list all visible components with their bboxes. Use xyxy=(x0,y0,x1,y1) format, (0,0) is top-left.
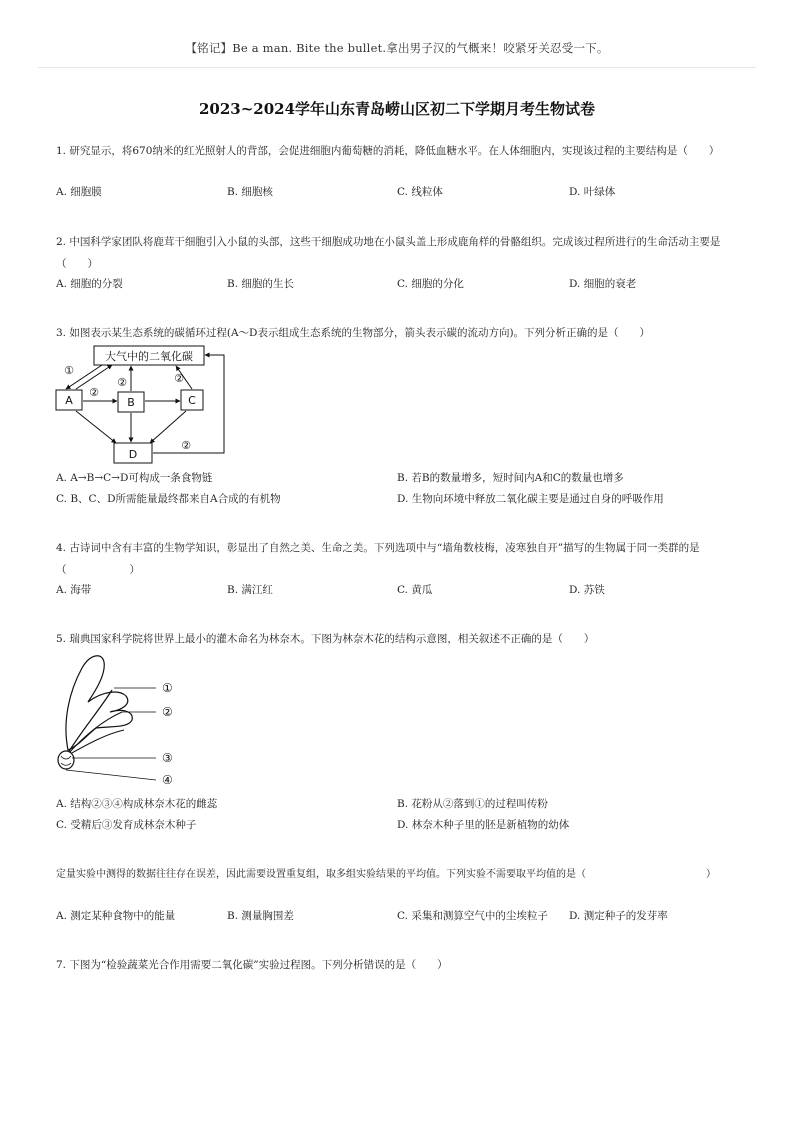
question-4-text: 4. 古诗词中含有丰富的生物学知识，彰显出了自然之美、生命之美。下列选项中与“墙角数枝梅，凌寒独自开”描写的生物属于同一类群的是（ ） xyxy=(56,542,700,576)
carbon-cycle-diagram xyxy=(52,343,242,468)
flower-label-3: ③ xyxy=(162,751,173,765)
node-d-label: D xyxy=(128,448,138,461)
label-2-d: ② xyxy=(181,439,191,452)
label-2-a: ② xyxy=(89,386,99,399)
question-1-option-b[interactable]: B. 细胞核 xyxy=(227,186,273,198)
question-2-option-c[interactable]: C. 细胞的分化 xyxy=(397,278,464,290)
flower-label-1: ① xyxy=(162,681,173,695)
label-2-c: ② xyxy=(174,372,184,385)
label-2-b: ② xyxy=(117,376,127,389)
flower-label-4: ④ xyxy=(162,773,173,787)
question-4-option-c[interactable]: C. 黄瓜 xyxy=(397,584,433,596)
question-5-option-c[interactable]: C. 受精后③发育成林奈木种子 xyxy=(56,819,197,831)
question-3-option-b[interactable]: B. 若B的数量增多，短时间内A和C的数量也增多 xyxy=(397,472,624,484)
question-3-text: 3. 如图表示某生态系统的碳循环过程(A～D表示组成生态系统的生物部分，箭头表示碳的流动方向)。下列分析正确的是（ ） xyxy=(56,327,651,339)
question-2-option-b[interactable]: B. 细胞的生长 xyxy=(227,278,294,290)
node-a-label: A xyxy=(65,394,73,407)
question-1-option-a[interactable]: A. 细胞膜 xyxy=(56,186,102,198)
question-1-option-c[interactable]: C. 线粒体 xyxy=(397,186,443,198)
question-2-text: 2. 中国科学家团队将鹿茸干细胞引入小鼠的头部，这些干细胞成功地在小鼠头盖上形成鹿角样的骨骼组织。完成该过程所进行的生命活动主要是（ ） xyxy=(56,236,721,270)
question-6-option-c[interactable]: C. 采集和测算空气中的尘埃粒子 xyxy=(397,910,548,922)
question-4-option-d[interactable]: D. 苏铁 xyxy=(569,584,605,596)
node-b-label: B xyxy=(127,396,135,409)
question-2-option-a[interactable]: A. 细胞的分裂 xyxy=(56,278,123,290)
node-c-label: C xyxy=(188,394,196,407)
question-6-option-d[interactable]: D. 测定种子的发芽率 xyxy=(569,910,668,922)
question-6-text: 定量实验中测得的数据往往存在误差，因此需要设置重复组，取多组实验结果的平均值。下列实验不需要取平均值的是（ ） xyxy=(56,869,716,880)
question-5-option-b[interactable]: B. 花粉从②落到①的过程叫传粉 xyxy=(397,798,548,810)
question-6-option-b[interactable]: B. 测量胸围差 xyxy=(227,910,294,922)
question-5-text: 5. 瑞典国家科学院将世界上最小的灌木命名为林奈木。下图为林奈木花的结构示意图，相关叙述不正确的是（ ） xyxy=(56,633,595,645)
linnaea-flower-diagram xyxy=(52,650,182,790)
question-5-option-a[interactable]: A. 结构②③④构成林奈木花的雌蕊 xyxy=(56,798,218,810)
question-7-text: 7. 下图为“检验蔬菜光合作用需要二氧化碳”实验过程图。下列分析错误的是（ ） xyxy=(56,959,448,971)
flower-label-2: ② xyxy=(162,705,173,719)
question-5-option-d[interactable]: D. 林奈木种子里的胚是新植物的幼体 xyxy=(397,819,570,831)
arrow-a-to-d xyxy=(76,411,116,443)
leader-4 xyxy=(66,770,156,780)
question-3-option-a[interactable]: A. A→B→C→D可构成一条食物链 xyxy=(56,472,213,484)
question-2-option-d[interactable]: D. 细胞的衰老 xyxy=(569,278,637,290)
question-3-option-d[interactable]: D. 生物向环境中释放二氧化碳主要是通过自身的呼吸作用 xyxy=(397,493,664,505)
flower-petal-shape xyxy=(66,656,132,750)
question-4-option-a[interactable]: A. 海带 xyxy=(56,584,92,596)
header-divider xyxy=(38,67,756,68)
question-1-option-d[interactable]: D. 叶绿体 xyxy=(569,186,616,198)
question-1-text: 1. 研究显示，将670纳米的红光照射人的背部，会促进细胞内葡萄糖的消耗，降低血糖水平。在人体细胞内，实现该过程的主要结构是（ ） xyxy=(56,145,720,157)
question-4-option-b[interactable]: B. 满江红 xyxy=(227,584,273,596)
question-6-option-a[interactable]: A. 测定某种食物中的能量 xyxy=(56,910,176,922)
atmosphere-co2-label: 大气中的二氧化碳 xyxy=(105,350,193,363)
question-3-option-c[interactable]: C. B、C、D所需能量最终都来自A合成的有机物 xyxy=(56,493,281,505)
header-motto: 【铭记】Be a man. Bite the bullet.拿出男子汉的气概来！咬紧牙关忍受一下。 xyxy=(185,41,609,55)
label-1: ① xyxy=(64,364,74,377)
flower-ovary xyxy=(58,751,74,769)
page-title: 2023~2024学年山东青岛崂山区初二下学期月考生物试卷 xyxy=(198,100,596,118)
